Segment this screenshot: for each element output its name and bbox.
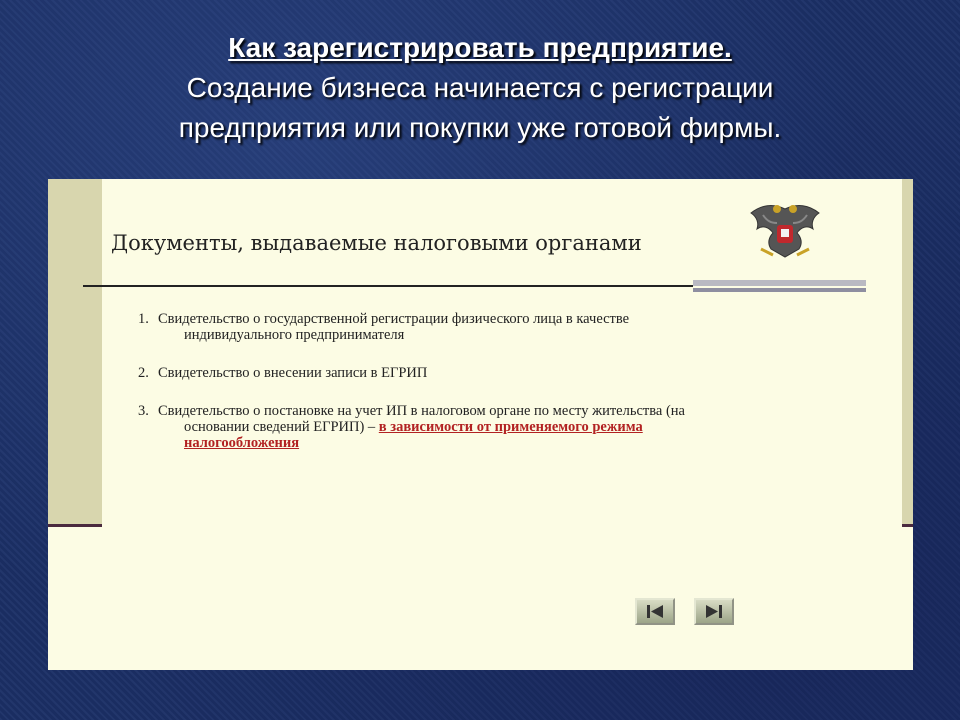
skip-to-end-icon — [701, 603, 727, 620]
list-item — [138, 365, 868, 381]
nav-last-button[interactable] — [694, 598, 734, 625]
list-item-number: 1. — [138, 311, 149, 327]
list-item-text: Свидетельство о внесении записи в ЕГРИП — [158, 365, 428, 381]
list-item-text-continuation — [138, 419, 868, 435]
nav-first-button[interactable] — [635, 598, 675, 625]
slide-subtitle-line-2: предприятия или покупки уже готовой фирмы. — [178, 112, 782, 143]
slide-title-block — [0, 28, 960, 148]
list-item — [138, 311, 868, 343]
right-band-base-line — [902, 524, 913, 527]
left-band-base-line — [48, 524, 102, 527]
list-item-text-continuation: индивидуального предпринимателя — [184, 327, 405, 343]
list-item-number: 2. — [138, 365, 149, 381]
tax-regime-link[interactable]: в зависимости от применяемого режима — [378, 419, 643, 435]
double-headed-eagle-emblem-icon — [743, 199, 827, 265]
list-item-text: Свидетельство о государственной регистрации физического лица в качестве — [158, 311, 630, 327]
list-item-number: 3. — [138, 403, 149, 419]
list-item-text-continuation — [138, 435, 868, 451]
documents-list — [138, 311, 868, 473]
left-decorative-band — [48, 179, 102, 526]
heading-divider — [83, 285, 693, 287]
list-item — [138, 403, 868, 451]
heading-divider-accent — [693, 280, 866, 292]
list-item-text-part: основании сведений ЕГРИП) – — [184, 419, 379, 435]
slide-subtitle-line-1: Создание бизнеса начинается с регистрации — [186, 72, 774, 103]
tax-regime-link-continuation[interactable]: налогообложения — [184, 435, 300, 451]
documents-heading: Документы, выдаваемые налоговыми органами — [111, 231, 642, 255]
skip-to-start-icon — [642, 603, 668, 620]
list-item-text: Свидетельство о постановке на учет ИП в налоговом органе по месту жительства (на — [158, 403, 685, 419]
slide-title: Как зарегистрировать предприятие. — [228, 32, 732, 63]
embedded-slide-panel — [48, 179, 913, 670]
right-decorative-band — [902, 179, 913, 526]
